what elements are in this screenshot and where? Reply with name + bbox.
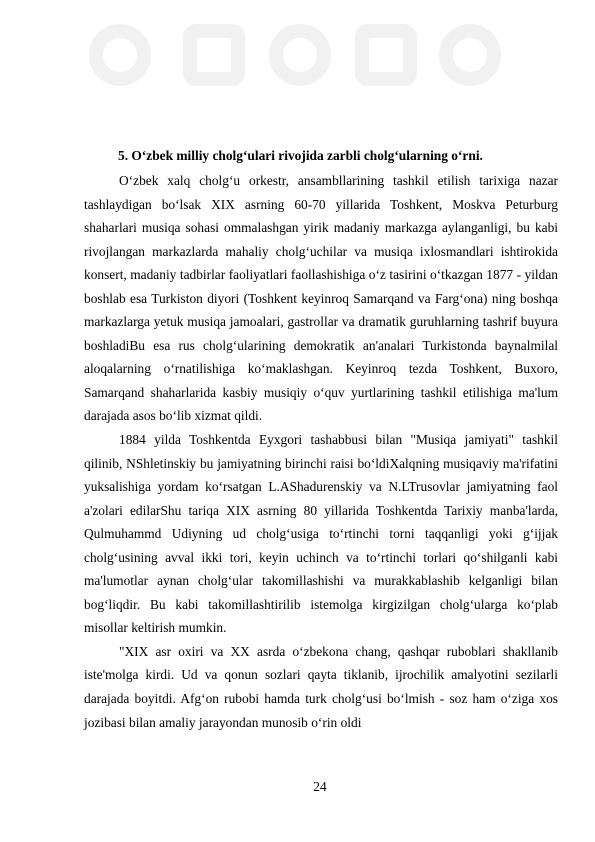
watermark-logo	[0, 0, 595, 110]
document-page	[84, 147, 558, 734]
paragraph-1: O‘zbek xalq cholg‘u orkestr, ansambllarining tashkil etilish tarixiga nazar tashlaydigan bo‘lsak XIX asrning 60-70 yillarida Toshkent, Moskva Peturburg shaharlari musiqa sohasi ommalashgan yirik madaniy markazga aylanganligi, bu kabi rivojlangan markazlarda mahaliy cholg‘uchilar va musiqa ixlosmandlari ishtirokida konsert, madaniy tadbirlar faoliyatlari faollashishiga o‘z tasirini o‘tkazgan 1877 - yildan boshlab esa Turkiston diyori (Toshkent keyinroq Samarqand va Farg‘ona) ning boshqa markazlarga yetuk musiqa jamoalari, gastrollar va dramatik guruhlarning tashrif buyura boshladiBu esa rus cholg‘ularining demokratik an'analari Turkistonda baynalmilal aloqalarning o‘rnatilishiga ko‘maklashgan. Keyinroq tezda Toshkent, Buxoro, Samarqand shaharlarida kasbiy musiqiy o‘quv yurtlarining tashkil etilishiga ma'lum darajada asos bo‘lib xizmat qildi.	[84, 173, 558, 424]
paragraph-3: "XIX asr oxiri va XX asrda o‘zbekona chang, qashqar ruboblari shakllanib iste'molga kirdi. Ud va qonun sozlari qayta tiklanib, ijrochilik amalyotini sezilarli darajada boyitdi. Afg‘on rubobi hamda turk cholg‘usi bo‘lmish - soz ham o‘ziga xos jozibasi bilan amaliy jarayondan munosib o‘rin oldi	[84, 643, 558, 730]
paragraph-2: 1884 yilda Toshkentda Eyxgori tashabbusi bilan "Musiqa jamiyati" tashkil qilinib, NShletinskiy bu jamiyatning birinchi raisi bo‘ldiXalqning musiqaviy ma'rifatini yuksalishiga yordam ko‘rsatgan L.AShadurenskiy va N.LTrusovlar jamiyatning faol a'zolari edilarShu tariqa XIX asrning 80 yillarida Toshkentda Tarixiy manba'larda, Qulmuhammd Udiyning ud cholg‘usiga to‘rtinchi torni taqqanligi yoki g‘ijjak cholg‘usining avval ikki tori, keyin uchinch va to‘rtinchi torlari qo‘shilganli kabi ma'lumotlar aynan cholg‘ular takomillashishi va murakkablashib kelganligi bilan bog‘liqdir. Bu kabi takomillashtirilib istemolga kirgizilgan cholg‘ularga ko‘plab misollar keltirish mumkin.	[84, 432, 558, 636]
section-heading: 5. O‘zbek milliy cholg‘ulari rivojida zarbli cholg‘ularning o‘rni.	[118, 148, 483, 163]
page-number: 24	[313, 779, 327, 794]
